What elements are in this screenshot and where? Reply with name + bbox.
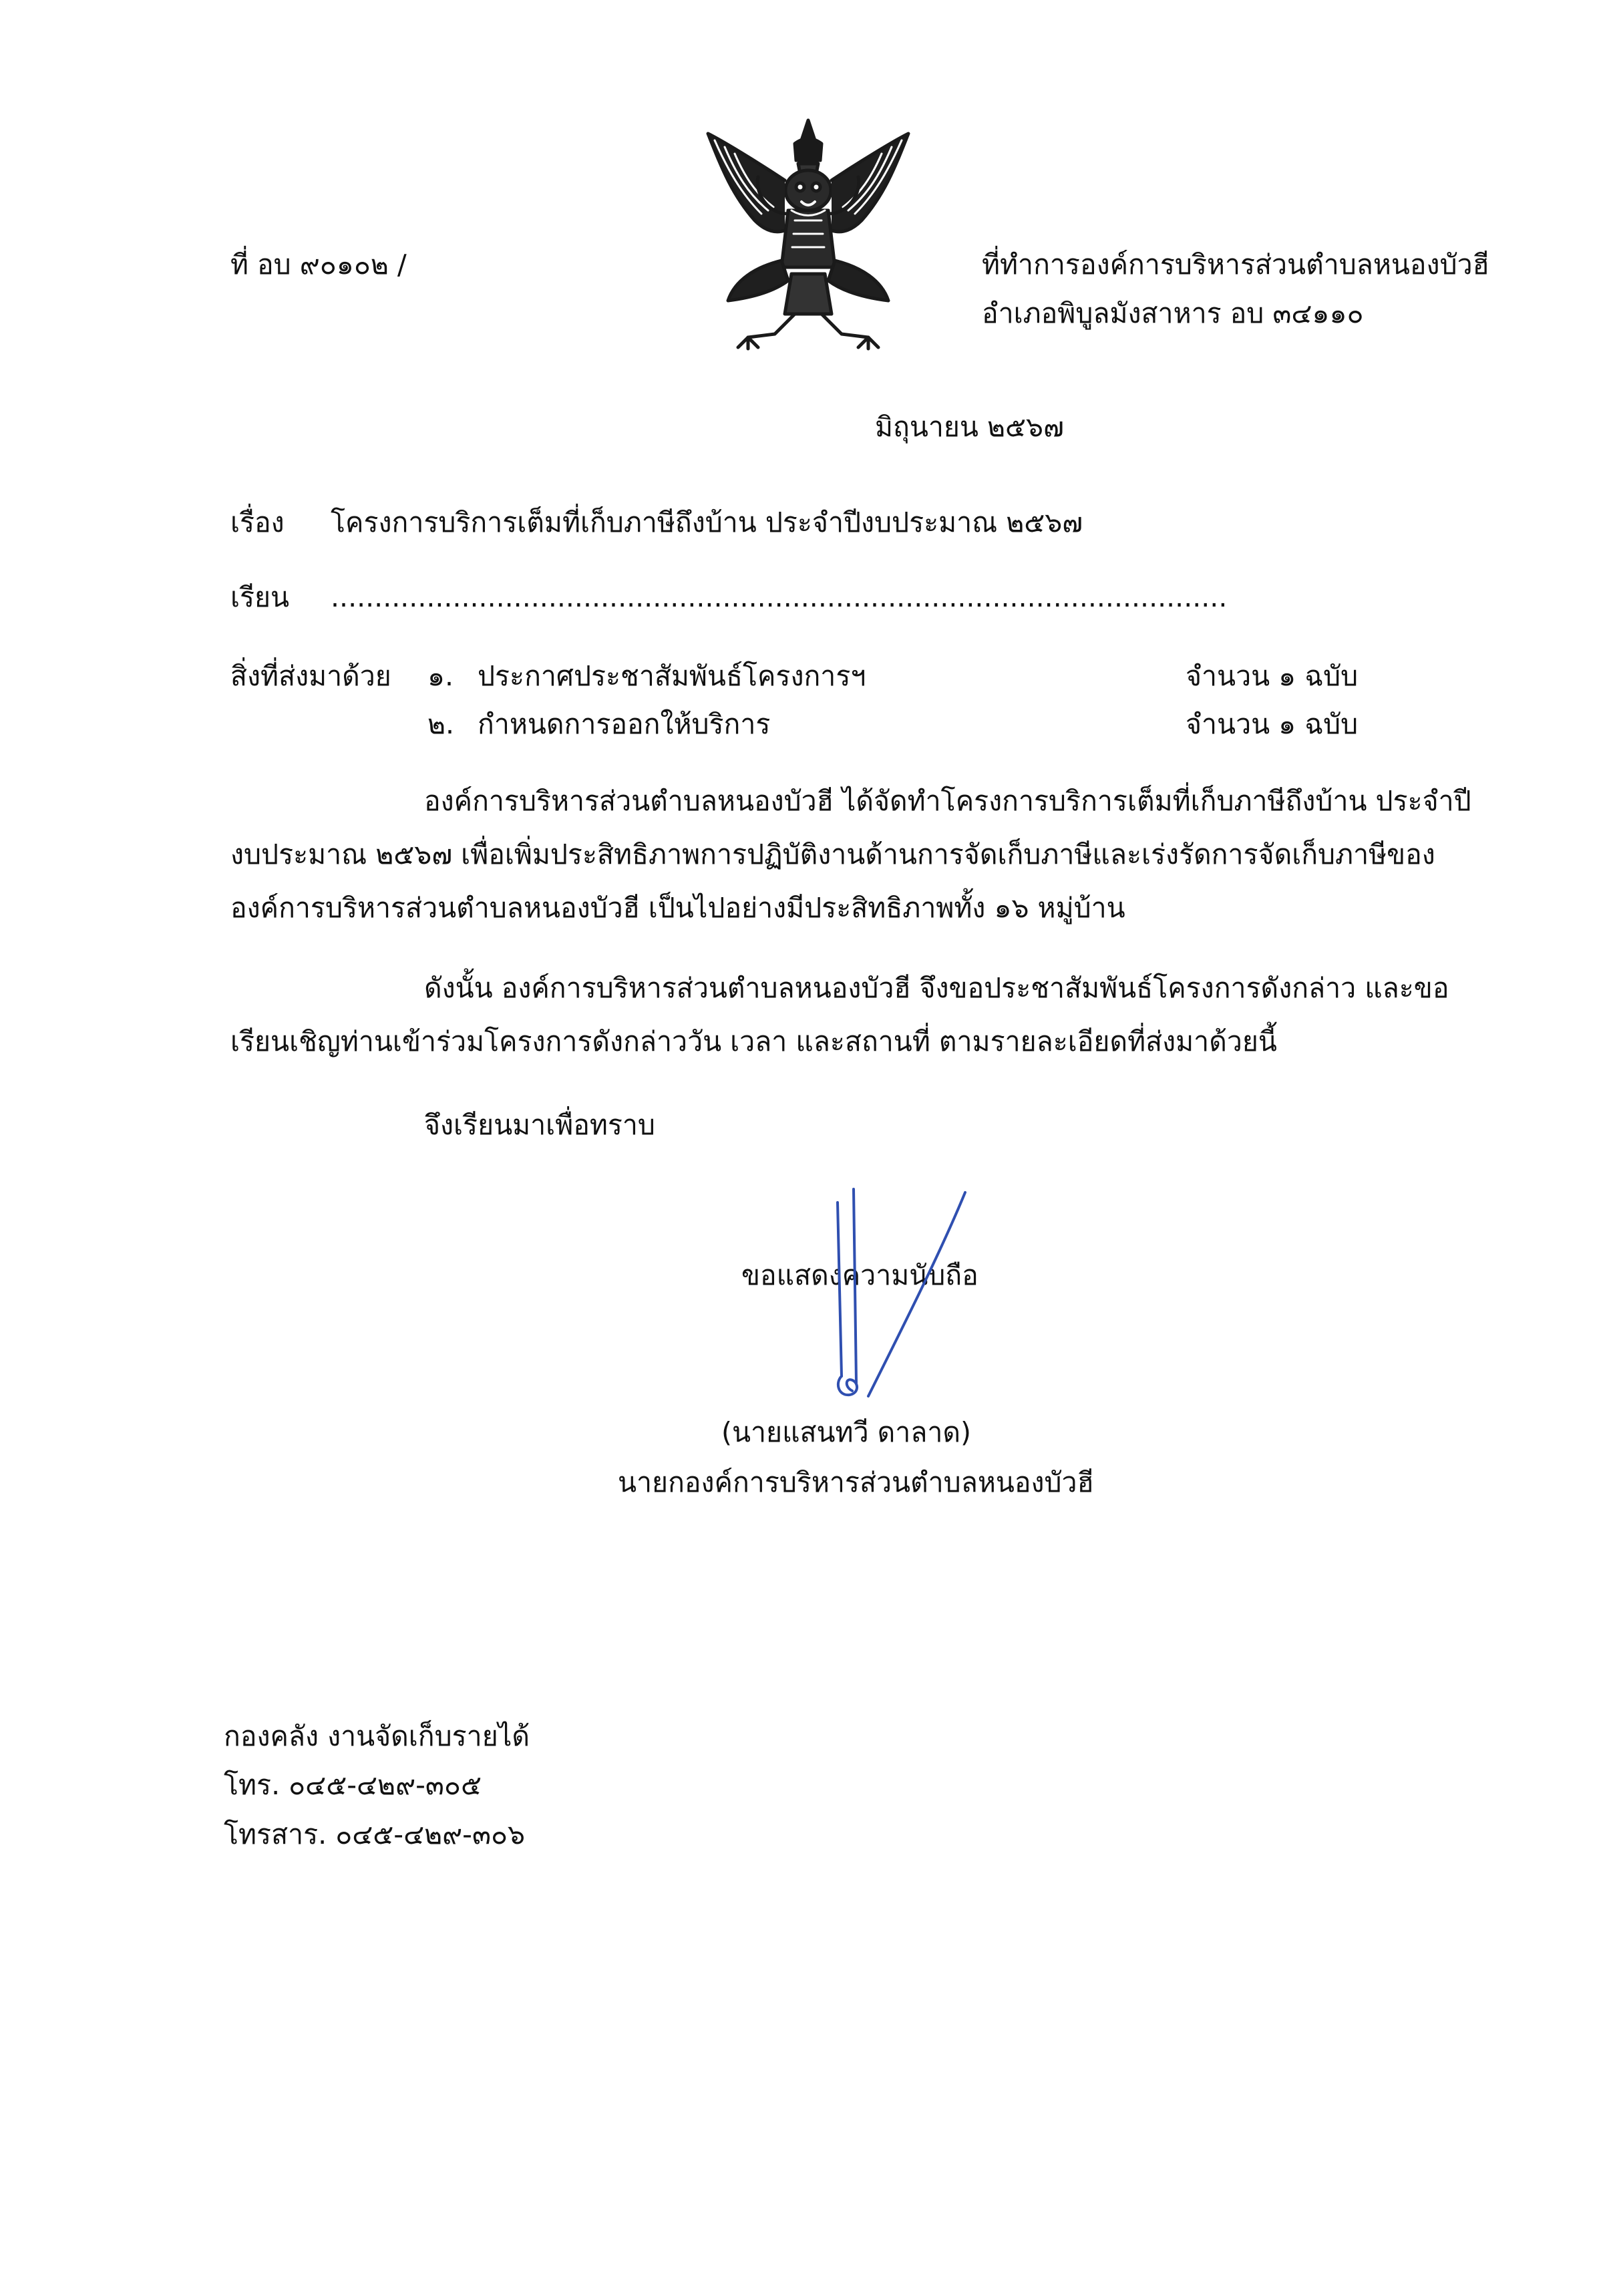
garuda-emblem-icon	[695, 114, 922, 354]
reference-number: ที่ อบ ๙๐๑๐๒ /	[230, 249, 407, 281]
body-paragraph2-line2: เรียนเชิญท่านเข้าร่วมโครงการดังกล่าววัน เวลา และสถานที่ ตามรายละเอียดที่ส่งมาด้วยนี้	[230, 1025, 1277, 1057]
letter-date: มิถุนายน ๒๕๖๗	[875, 411, 1064, 443]
enclosure-item-title: กำหนดการออกให้บริการ	[478, 708, 771, 740]
enclosure-item-number: ๑.	[427, 660, 454, 692]
body-paragraph1-line1: องค์การบริหารส่วนตำบลหนองบัวฮี ได้จัดทำโครงการบริการเต็มที่เก็บภาษีถึงบ้าน ประจำปี	[424, 785, 1471, 817]
signatory-position: นายกองค์การบริหารส่วนตำบลหนองบัวฮี	[618, 1466, 1094, 1498]
handwritten-signature	[815, 1182, 975, 1436]
enclosures-label: สิ่งที่ส่งมาด้วย	[230, 660, 391, 692]
enclosure-item-quantity: จำนวน ๑ ฉบับ	[1186, 708, 1359, 740]
enclosure-item-title: ประกาศประชาสัมพันธ์โครงการฯ	[478, 660, 866, 692]
body-paragraph2-line1: ดังนั้น องค์การบริหารส่วนตำบลหนองบัวฮี จึงขอประชาสัมพันธ์โครงการดังกล่าว และขอ	[424, 972, 1449, 1004]
closing-line: จึงเรียนมาเพื่อทราบ	[424, 1109, 655, 1141]
office-address-line2: อำเภอพิบูลมังสาหาร อบ ๓๔๑๑๐	[982, 297, 1364, 329]
subject-text: โครงการบริการเต็มที่เก็บภาษีถึงบ้าน ประจำปีงบประมาณ ๒๕๖๗	[331, 506, 1083, 538]
body-paragraph1-line3: องค์การบริหารส่วนตำบลหนองบัวฮี เป็นไปอย่างมีประสิทธิภาพทั้ง ๑๖ หมู่บ้าน	[230, 892, 1125, 924]
footer-telephone: โทร. ๐๔๕-๔๒๙-๓๐๕	[224, 1769, 482, 1801]
salutation: ขอแสดงความนับถือ	[741, 1259, 978, 1291]
body-paragraph1-line2: งบประมาณ ๒๕๖๗ เพื่อเพิ่มประสิทธิภาพการปฏิบัติงานด้านการจัดเก็บภาษีและเร่งรัดการจัดเก็บภาษีของ	[230, 838, 1435, 870]
enclosure-item-quantity: จำนวน ๑ ฉบับ	[1186, 660, 1359, 692]
footer-fax: โทรสาร. ๐๔๕-๔๒๙-๓๐๖	[224, 1818, 526, 1850]
signatory-name: (นายแสนทวี ดาลาด)	[721, 1416, 972, 1448]
footer-department: กองคลัง งานจัดเก็บรายได้	[224, 1720, 530, 1752]
office-address-line1: ที่ทำการองค์การบริหารส่วนตำบลหนองบัวฮี	[982, 249, 1489, 281]
subject-label: เรื่อง	[230, 506, 285, 538]
recipient-label: เรียน	[230, 581, 290, 613]
enclosure-item-number: ๒.	[427, 708, 455, 740]
recipient-placeholder: .......................................................................................................	[331, 581, 1228, 613]
